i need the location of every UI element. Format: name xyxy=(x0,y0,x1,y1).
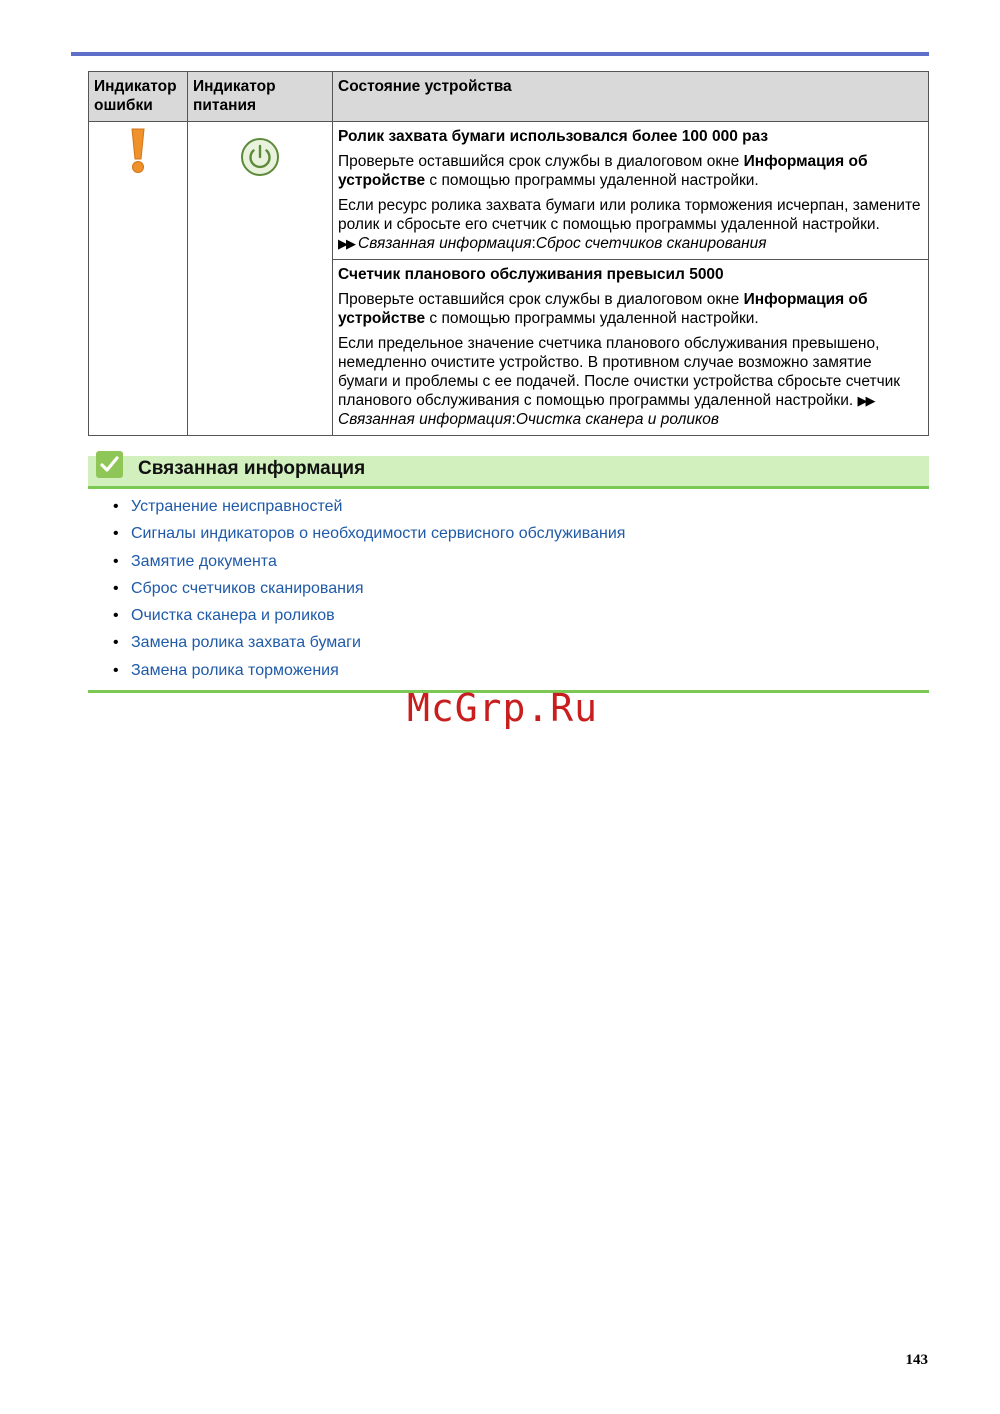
link-target: Очистка сканера и роликов xyxy=(515,411,720,428)
double-chevron-icon: ▶▶ xyxy=(857,393,874,408)
link[interactable]: Замятие документа xyxy=(131,552,277,570)
list-item[interactable] xyxy=(113,579,625,606)
link-label: Связанная информация xyxy=(358,235,532,252)
text: Если ресурс ролика захвата бумаги или ролика торможения исчерпан, замените ролик и сбросьте его счетчик с помощью программы удаленной настройки. xyxy=(338,197,921,233)
table-row xyxy=(89,122,929,260)
state-cell-maintenance-counter xyxy=(333,260,929,436)
exclamation-warning-icon xyxy=(128,127,148,175)
header-device-state: Состояние устройства xyxy=(333,72,929,122)
text: с помощью программы удаленной настройки. xyxy=(425,172,759,189)
text: с помощью программы удаленной настройки. xyxy=(425,310,759,327)
state-title: Счетчик планового обслуживания превысил 5000 xyxy=(338,266,724,283)
text: Проверьте оставшийся срок службы в диалоговом окне xyxy=(338,153,744,170)
dialog-name: Информация об устройстве xyxy=(338,291,868,327)
power-icon xyxy=(238,135,282,179)
link[interactable]: Сигналы индикаторов о необходимости сервисного обслуживания xyxy=(131,525,626,543)
text: Если предельное значение счетчика планового обслуживания превышено, немедленно очистите устройство. В противном случае возможно замятие бумаги и проблемы с ее подачей. После очистки устройства сбросьте счетчик планового обслуживания с помощью программы удаленной настройки. xyxy=(338,335,901,409)
double-chevron-icon: ▶▶ xyxy=(338,236,354,251)
link[interactable]: Очистка сканера и роликов xyxy=(131,607,335,625)
power-indicator-cell xyxy=(188,122,333,436)
link-label: Связанная информация xyxy=(338,411,512,428)
separator: : xyxy=(511,411,516,428)
state-title: Ролик захвата бумаги использовался более 100 000 раз xyxy=(338,128,769,145)
state-action-paragraph xyxy=(338,196,923,253)
list-item[interactable] xyxy=(113,606,625,633)
link[interactable]: Устранение неисправностей xyxy=(131,498,343,515)
list-item[interactable] xyxy=(113,524,625,551)
state-action-paragraph xyxy=(338,334,923,429)
link[interactable]: Сброс счетчиков сканирования xyxy=(131,579,364,597)
related-links-list xyxy=(113,497,625,688)
link[interactable]: Замена ролика торможения xyxy=(131,661,339,679)
related-info-title: Связанная информация xyxy=(138,458,366,479)
state-check-paragraph xyxy=(338,290,923,328)
error-indicator-cell xyxy=(89,122,188,436)
list-item[interactable] xyxy=(113,633,625,660)
dialog-name: Информация об устройстве xyxy=(338,153,868,189)
led-status-table xyxy=(88,71,929,436)
checkmark-icon xyxy=(96,451,123,478)
list-item[interactable] xyxy=(113,661,625,688)
watermark: McGrp.Ru xyxy=(407,686,599,730)
page-number: 143 xyxy=(905,1352,928,1368)
related-info-link[interactable] xyxy=(338,411,719,428)
link-target: Сброс счетчиков сканирования xyxy=(535,235,767,252)
separator: : xyxy=(531,235,536,252)
top-rule xyxy=(71,52,929,56)
list-item[interactable] xyxy=(113,497,625,524)
related-info-link[interactable] xyxy=(358,235,767,252)
header-error-indicator: Индикатор ошибки xyxy=(89,72,188,122)
state-cell-pickup-roller xyxy=(333,122,929,260)
link[interactable]: Замена ролика захвата бумаги xyxy=(131,634,361,652)
table-header-row xyxy=(89,72,929,122)
related-info-header xyxy=(88,456,929,489)
text: Проверьте оставшийся срок службы в диалоговом окне xyxy=(338,291,744,308)
list-item[interactable] xyxy=(113,552,625,579)
header-power-indicator: Индикатор питания xyxy=(188,72,333,122)
state-check-paragraph xyxy=(338,152,923,190)
